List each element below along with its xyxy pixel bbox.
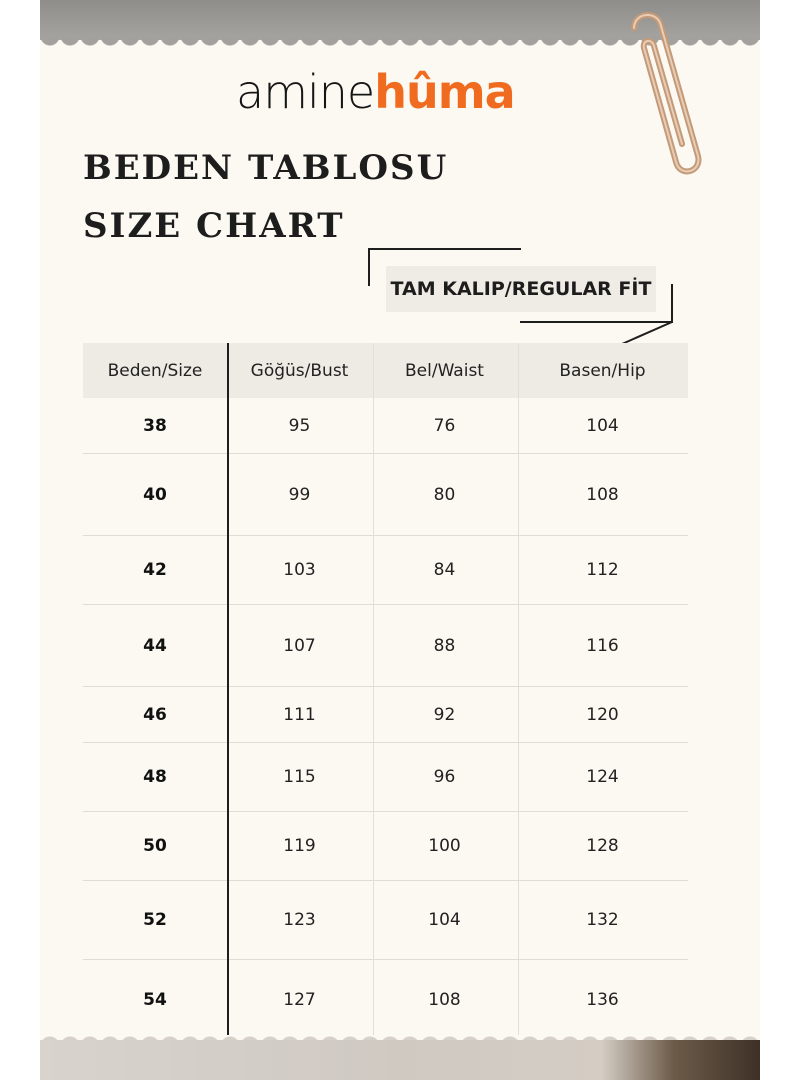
cell-hip: 128 (586, 836, 619, 856)
title-turkish: BEDEN TABLOSU (83, 148, 449, 188)
paperclip-icon (606, 6, 716, 176)
cell-waist: 104 (428, 910, 461, 930)
cell-bust: 107 (283, 635, 316, 656)
size-table (83, 343, 688, 1041)
column-divider (518, 343, 519, 1035)
table-row (83, 536, 688, 605)
table-row (83, 454, 688, 536)
cell-hip: 136 (586, 990, 619, 1010)
cell-size: 44 (143, 635, 167, 656)
cell-size: 46 (143, 704, 167, 725)
brand-logo (236, 64, 576, 120)
cell-size: 40 (143, 484, 167, 505)
cell-hip: 120 (586, 704, 619, 725)
header-size: Beden/Size (107, 360, 203, 381)
cell-size: 48 (143, 767, 167, 787)
brand-logo-part1: amine (236, 65, 375, 119)
table-row (83, 960, 688, 1041)
table-row (83, 743, 688, 812)
cell-bust: 99 (288, 484, 311, 505)
cell-waist: 84 (433, 560, 456, 580)
cell-size: 42 (143, 560, 167, 580)
cell-bust: 123 (283, 910, 316, 930)
title-english: SIZE CHART (83, 206, 345, 246)
header-waist: Bel/Waist (405, 360, 484, 381)
cell-bust: 103 (283, 560, 316, 580)
cell-size: 50 (143, 836, 167, 856)
cell-waist: 76 (433, 415, 456, 436)
cell-size: 38 (143, 415, 167, 436)
table-row (83, 605, 688, 687)
cell-hip: 112 (586, 560, 619, 580)
cell-bust: 111 (283, 704, 316, 725)
cell-bust: 127 (283, 990, 316, 1010)
cell-hip: 124 (586, 767, 619, 787)
table-row (83, 812, 688, 881)
cell-hip: 104 (586, 415, 619, 436)
cell-bust: 95 (288, 415, 311, 436)
bottom-band (40, 1040, 760, 1080)
cell-waist: 100 (428, 836, 461, 856)
cell-bust: 119 (283, 836, 316, 856)
fit-label: TAM KALIP/REGULAR FİT (386, 266, 656, 312)
cell-waist: 88 (433, 635, 456, 656)
cell-hip: 116 (586, 635, 619, 656)
table-row (83, 687, 688, 743)
cell-waist: 108 (428, 990, 461, 1010)
column-divider (373, 343, 374, 1035)
brand-logo-part2: hûma (374, 65, 515, 119)
table-row (83, 881, 688, 960)
cell-waist: 96 (433, 767, 456, 787)
cell-size: 52 (143, 910, 167, 930)
table-row (83, 398, 688, 454)
cell-hip: 108 (586, 484, 619, 505)
cell-waist: 92 (433, 704, 456, 725)
header-hip: Basen/Hip (559, 360, 646, 381)
size-column-divider (227, 343, 229, 1035)
cell-bust: 115 (283, 767, 316, 787)
table-header (83, 343, 688, 398)
header-bust: Göğüs/Bust (250, 360, 349, 381)
size-chart-card (40, 0, 760, 1080)
cell-hip: 132 (586, 910, 619, 930)
cell-size: 54 (143, 990, 167, 1010)
cell-waist: 80 (433, 484, 456, 505)
